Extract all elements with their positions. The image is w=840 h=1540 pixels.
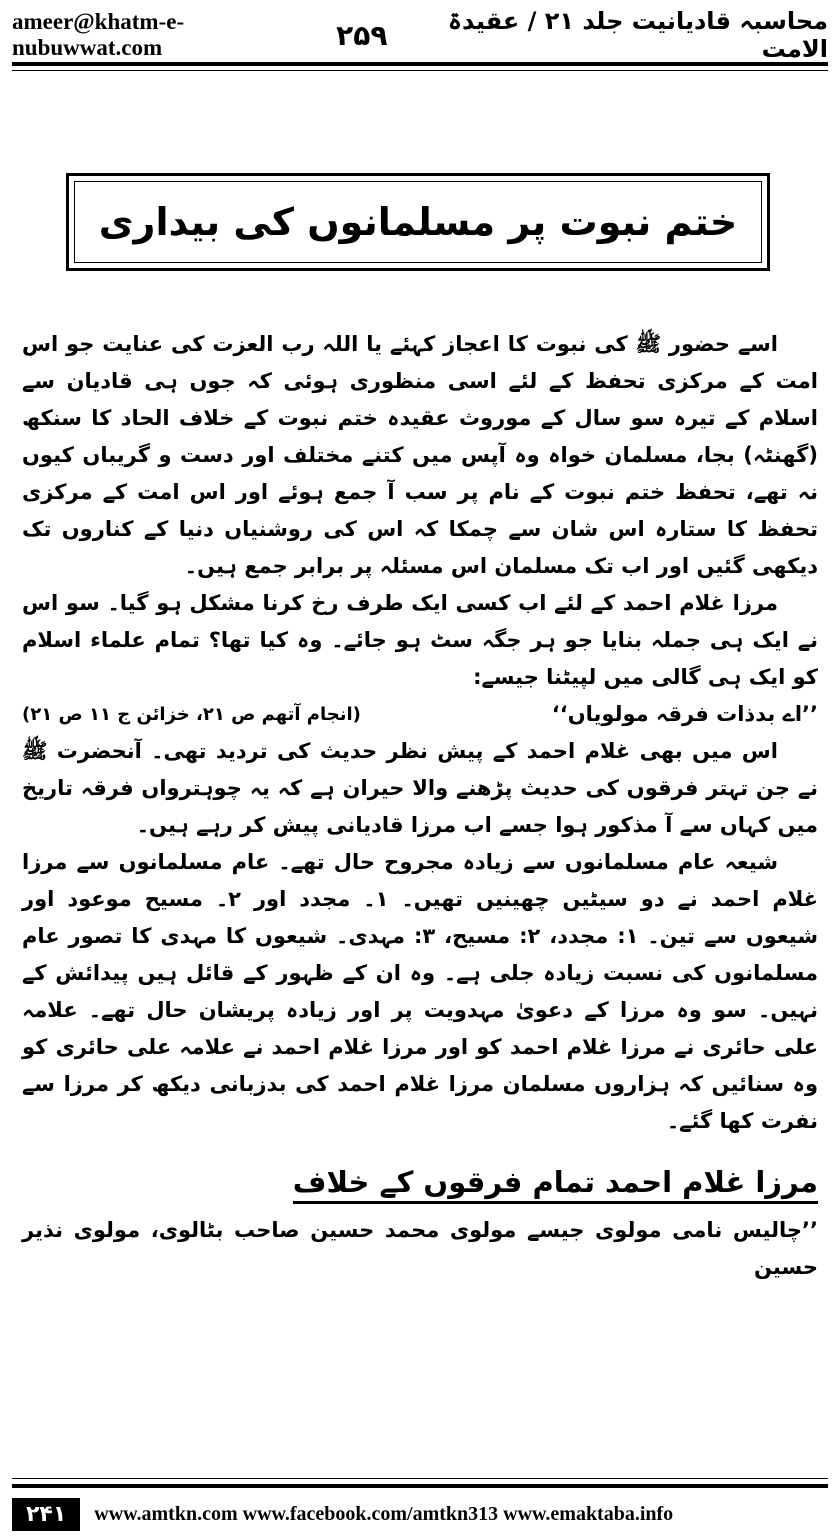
footer-rule-thin xyxy=(12,1478,828,1479)
header-email[interactable]: ameer@khatm-e-nubuwwat.com xyxy=(12,9,185,60)
page-header xyxy=(12,7,828,63)
header-rule-thick xyxy=(12,62,828,66)
quote-text: ’’اے بدذات فرقہ مولویاں‘‘ xyxy=(551,702,818,726)
quote-reference: (انجام آتھم ص ۲۱، خزائن ج ۱۱ ص ۲۱) xyxy=(22,704,361,725)
paragraph-1: اسے حضور ﷺ کی نبوت کا اعجاز کہئے یا اللہ رب العزت کی عنایت جو اس امت کے مرکزی تحفظ کے لئے اسی منظوری ہوئی کہ جوں ہی قادیان سے اسلام کے تیرہ سو سال کے موروث عقیدہ ختم نبوت کے خلاف الحاد کا سنکھ (گھنٹہ) بجا، مسلمان خواہ وہ آپس میں کتنے مختلف اور دست و گریباں کیوں نہ تھے، تحفظ ختم نبوت کے نام پر سب آ جمع ہوئے اور اس امت کے مرکزی تحفظ کا ستارہ اس شان سے چمکا کہ اس کی روشنیاں دنیا کے کناروں تک دیکھی گئیں اور اب تک مسلمان اس مسئلہ پر برابر جمع ہیں۔ xyxy=(22,332,818,578)
paragraph-2: مرزا غلام احمد کے لئے اب کسی ایک طرف رخ کرنا مشکل ہو گیا۔ سو اس نے ایک ہی جملہ بنایا جو ہر جگہ سٹ ہو جائے۔ وہ کیا تھا؟ تمام علماء اسلام کو ایک ہی گالی میں لپیٹنا جیسے: xyxy=(22,591,818,689)
footer-links[interactable]: www.amtkn.com www.facebook.com/amtkn313 www.emaktaba.info xyxy=(94,1502,674,1525)
header-rule-thin xyxy=(12,70,828,71)
section-subheading xyxy=(22,1162,818,1202)
quote-line xyxy=(22,696,818,733)
running-title: محاسبہ قادیانیت جلد ۲۱ / عقیدۃ الامت xyxy=(447,7,828,63)
paragraph-4: شیعہ عام مسلمانوں سے زیادہ مجروح حال تھے۔ عام مسلمانوں سے مرزا غلام احمد نے دو سیٹیں چھینیں تھیں۔ ۱۔ مجدد اور ۲۔ مسیح موعود اور شیعوں سے تین۔ ۱: مجدد، ۲: مسیح، ۳: مہدی۔ شیعوں کا مہدی کا تصور عام مسلمانوں کی نسبت زیادہ جلی ہے۔ وہ ان کے ظہور کے قائل ہیں پیدائش کے نہیں۔ سو وہ مرزا کے دعویٰ مہدویت پر اور زیادہ پریشان حال تھے۔ علامہ علی حائری نے مرزا غلام احمد کو اور مرزا غلام احمد نے علامہ علی حائری کو وہ سنائیں کہ ہزاروں مسلمان مرزا غلام احمد کی بدزبانی دیکھ کر مرزا سے نفرت کھا گئے۔ xyxy=(22,850,819,1133)
header-page-number: ۲۵۹ xyxy=(336,18,388,52)
subheading-text: مرزا غلام احمد تمام فرقوں کے خلاف xyxy=(293,1165,818,1204)
chapter-title-box xyxy=(66,173,770,271)
article-body xyxy=(22,326,818,1286)
paragraph-5: ’’چالیس نامی مولوی جیسے مولوی محمد حسین صاحب بٹالوی، مولوی نذیر حسین xyxy=(22,1218,818,1279)
paragraph-3: اس میں بھی غلام احمد کے پیش نظر حدیث کی تردید تھی۔ آنحضرت ﷺ نے جن تہتر فرقوں کی حدیث پڑھنے والا حیران ہے کہ یہ چوہترواں فرقہ تاریخ میں کہاں سے آ مذکور ہوا جسے اب مرزا قادیانی پیش کر رہے ہیں۔ xyxy=(22,739,818,837)
footer-rule-thick xyxy=(12,1484,828,1488)
chapter-title: ختم نبوت پر مسلمانوں کی بیداری xyxy=(98,200,738,244)
header-left xyxy=(12,9,387,61)
footer-page-number: ۲۴۱ xyxy=(12,1498,80,1531)
page-footer xyxy=(12,1494,828,1534)
